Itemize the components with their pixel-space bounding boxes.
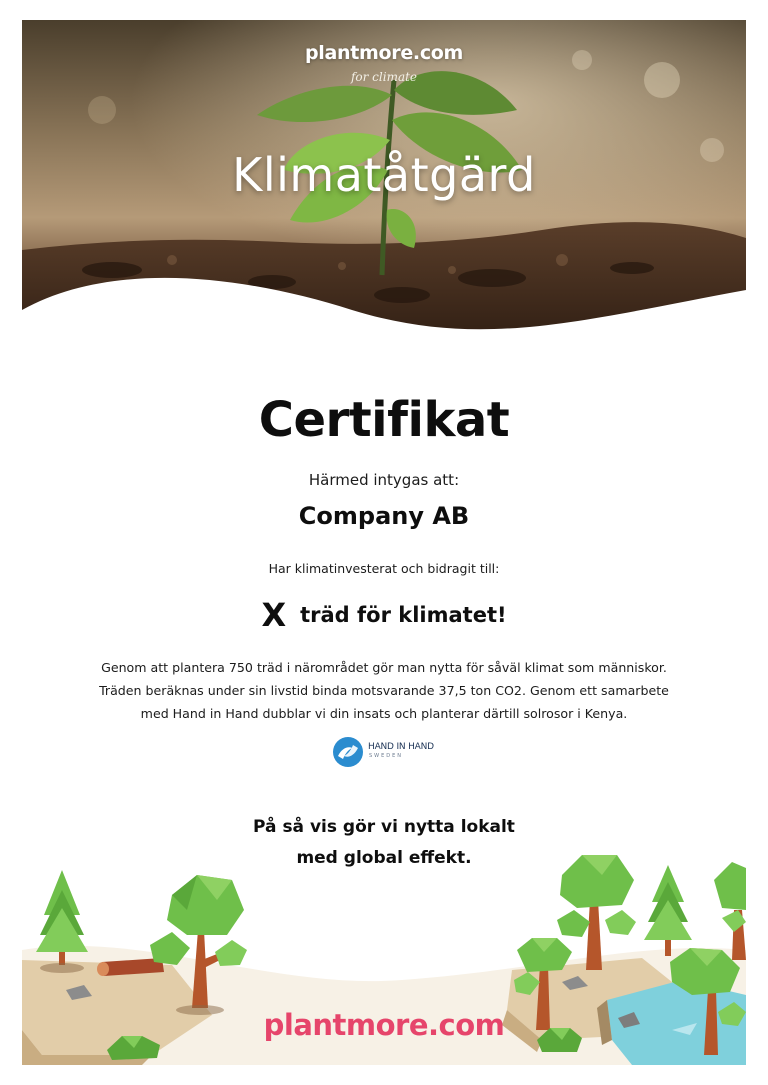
brand-logo: plantmore.com (304, 42, 464, 64)
slogan-line: På så vis gör vi nytta lokalt (253, 817, 515, 837)
contribution-label: Har klimatinvesterat och bidragit till: (268, 561, 500, 576)
certificate-page (22, 20, 746, 1065)
hand-in-hand-icon (332, 736, 364, 768)
footer-illustration (22, 840, 746, 1065)
description (52, 656, 716, 725)
tree-text: träd för klimatet! (300, 603, 507, 627)
footer-brand: plantmore.com (263, 1008, 505, 1042)
description-line: Genom att plantera 750 träd i närområdet gör man nytta för såväl klimat som människor. (101, 660, 667, 675)
hero-banner (22, 20, 746, 350)
trees-statement (22, 596, 746, 634)
slogan-line: med global effekt. (296, 848, 472, 868)
partner-name: HAND IN HAND (368, 742, 434, 752)
description-line: med Hand in Hand dubblar vi din insats och planterar därtill solrosor i Kenya. (140, 706, 628, 721)
tree-count: X (261, 596, 287, 634)
pine-tree-icon (644, 865, 692, 956)
partner-country: SWEDEN (369, 753, 404, 759)
hero-title: Klimatåtgärd (232, 148, 536, 202)
intro-text: Härmed intygas att: (308, 471, 460, 489)
hand-in-hand-logo (332, 736, 442, 768)
lowpoly-tree-icon (714, 862, 746, 960)
brand-tagline: for climate (350, 70, 418, 84)
certificate-title: Certifikat (258, 392, 510, 448)
description-line: Träden beräknas under sin livstid binda motsvarande 37,5 ton CO2. Genom ett samarbete (99, 683, 669, 698)
company-name: Company AB (298, 502, 470, 530)
